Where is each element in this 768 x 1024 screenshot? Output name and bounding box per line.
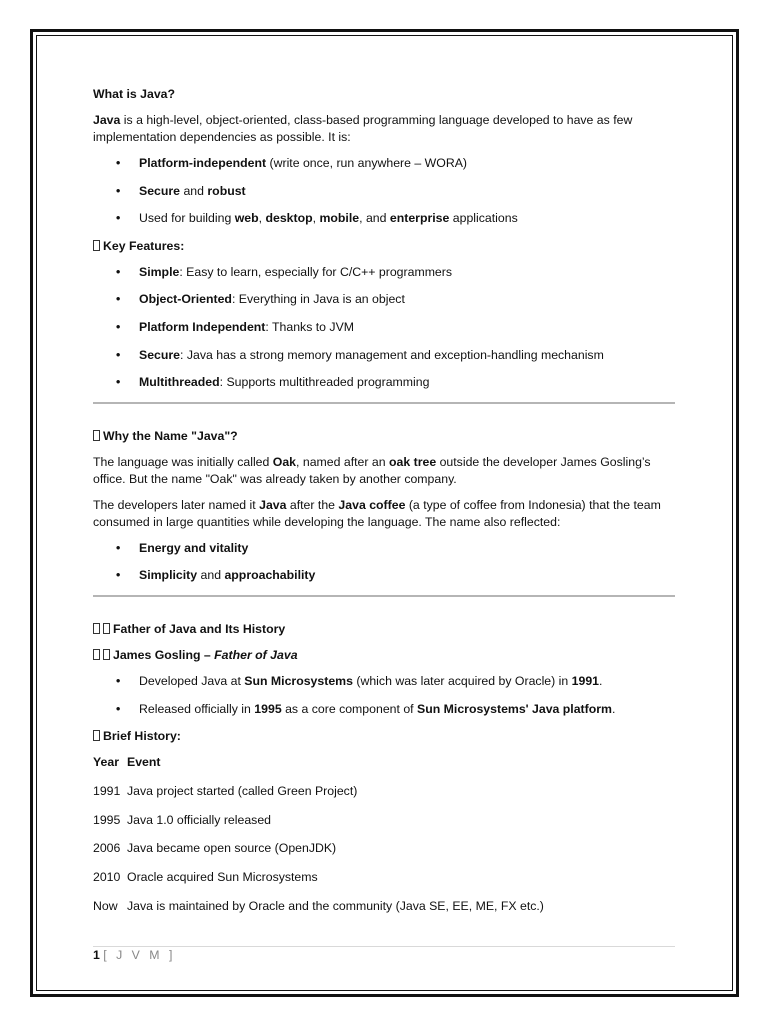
horizontal-rule — [93, 402, 675, 404]
page-footer — [93, 948, 175, 962]
table-row: 1995 Java 1.0 officially released — [93, 812, 272, 827]
footer-header-text: [ J V M ] — [103, 948, 176, 962]
heading-father-of-java: Father of Java and Its History — [93, 621, 675, 638]
list-item: • Multithreaded: Supports multithreaded programming — [116, 375, 430, 390]
missing-glyph-icon — [93, 430, 100, 441]
missing-glyph-icon — [103, 623, 110, 634]
gosling-bullets — [93, 673, 675, 718]
intro-paragraph: Java is a high-level, object-oriented, class-based programming language developed to have as few implementation dependencies as possible. It is: — [93, 113, 633, 144]
heading-brief-history: Brief History: — [93, 728, 675, 745]
heading-why-name-java: Why the Name "Java"? — [93, 428, 675, 445]
page-number: 1 — [93, 948, 100, 962]
table-header-row: Year Event — [93, 755, 161, 770]
missing-glyph-icon — [93, 240, 100, 251]
intro-bullets — [93, 155, 675, 227]
name-reflected-list — [93, 540, 675, 585]
table-row: 2010 Oracle acquired Sun Microsystems — [93, 869, 318, 884]
list-item: • Simple: Easy to learn, especially for C/C++ programmers — [116, 264, 453, 279]
list-item: • Platform-independent (write once, run anywhere – WORA) — [116, 156, 467, 170]
list-item: • Energy and vitality — [116, 540, 249, 555]
list-item: • Secure and robust — [116, 183, 246, 198]
table-row: Now Java is maintained by Oracle and the community (Java SE, EE, ME, FX etc.) — [93, 898, 544, 913]
document-page — [93, 86, 675, 926]
table-row: 1991 Java project started (called Green Project) — [93, 783, 358, 798]
heading-key-features: Key Features: — [93, 238, 675, 255]
heading-what-is-java: What is Java? — [93, 87, 176, 101]
list-item: • Used for building web, desktop, mobile, and enterprise applications — [116, 211, 518, 226]
paragraph-java-coffee: The developers later named it Java after the Java coffee (a type of coffee from Indonesia) that the team consumed in large quantities while developing the language. The name also reflected: — [93, 497, 661, 529]
list-item: • Platform Independent: Thanks to JVM — [116, 319, 355, 334]
subheading-james-gosling: James Gosling – Father of Java — [93, 647, 675, 664]
list-item: • Object-Oriented: Everything in Java is an object — [116, 292, 405, 307]
table-row: 2006 Java became open source (OpenJDK) — [93, 841, 337, 856]
list-item: • Developed Java at Sun Microsystems (which was later acquired by Oracle) in 1991. — [116, 673, 603, 688]
features-list — [93, 264, 675, 391]
missing-glyph-icon — [103, 649, 110, 660]
horizontal-rule — [93, 595, 675, 597]
paragraph-oak: The language was initially called Oak, named after an oak tree outside the developer James Gosling’s office. But the name "Oak" was already taken by another company. — [93, 454, 651, 486]
history-table — [93, 754, 675, 914]
missing-glyph-icon — [93, 649, 100, 660]
missing-glyph-icon — [93, 623, 100, 634]
list-item: • Released officially in 1995 as a core component of Sun Microsystems' Java platform. — [116, 701, 616, 716]
list-item: • Simplicity and approachability — [116, 568, 316, 583]
footer-rule — [93, 946, 675, 947]
missing-glyph-icon — [93, 730, 100, 741]
list-item: • Secure: Java has a strong memory management and exception-handling mechanism — [116, 347, 604, 362]
